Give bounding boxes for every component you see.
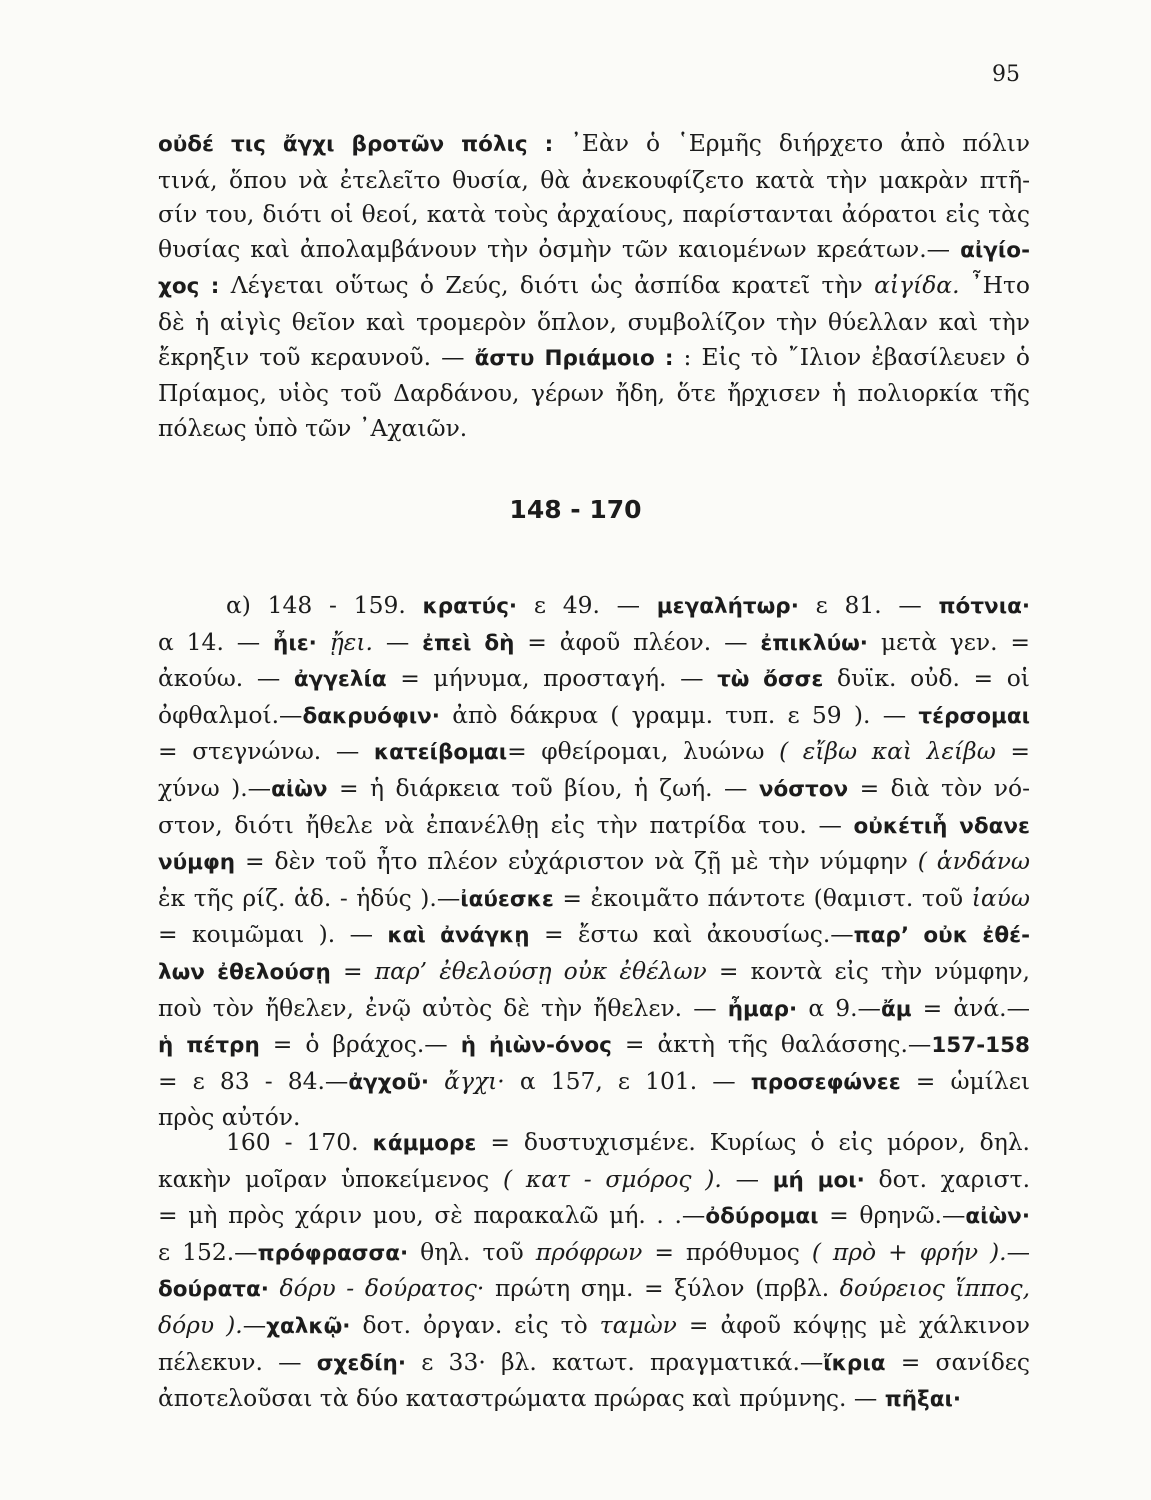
- lemma-term: κρατύς·: [422, 594, 518, 619]
- text-run: = ε 83 - 84.—: [158, 1066, 349, 1095]
- text-line: [158, 1027, 1030, 1064]
- text-run: ἐκ τῆς ρίζ. ἁδ. - ἡδύς ).—: [158, 883, 461, 912]
- italic-gloss: ᾔει.: [329, 627, 373, 656]
- text-line: [158, 771, 1030, 808]
- lemma-term: 157-158: [931, 1033, 1030, 1059]
- text-run: = ὁ βράχος.—: [259, 1030, 461, 1059]
- lemma-term: ἡ ἠιὼν-όνος: [460, 1033, 612, 1059]
- lemma-term: κάμμορε: [372, 1131, 477, 1156]
- text-run: θυσίας καὶ ἀπολαμβάνουν τὴν ὀσμὴν τῶν καιομένων κρεάτων.—: [158, 234, 961, 263]
- lemma-term: τέρσομαι: [918, 703, 1030, 729]
- text-line: [158, 1381, 1030, 1418]
- text-line: [158, 954, 1030, 991]
- text-line: [158, 881, 1030, 918]
- italic-gloss: ἄγχι·: [444, 1066, 505, 1095]
- text-run: = ἀφοῦ κόψῃς μὲ χάλκινον: [676, 1310, 1030, 1339]
- lemma-term: ἀγγελία: [293, 667, 387, 693]
- text-line: [158, 340, 1030, 377]
- text-run: = δὲν τοῦ ἦτο πλέον εὐχάριστον νὰ ζῇ μὲ τὴν νύμφην: [235, 847, 918, 876]
- lemma-term: παρ’ οὐκ ἐθέ-: [853, 923, 1031, 949]
- text-run: Λέγεται οὕτως ὁ Ζεύς, διότι ὡς ἀσπίδα κρατεῖ τὴν: [219, 271, 875, 300]
- italic-gloss: αἰγίδα.: [874, 271, 960, 300]
- italic-gloss: παρ’ ἐθελούσῃ οὐκ ἐθέλων: [374, 956, 707, 985]
- lemma-term: πῆξαι·: [884, 1387, 962, 1413]
- text-line: [158, 305, 1030, 340]
- text-line: [158, 1162, 1030, 1199]
- text-run: ᾿Εὰν ὁ ῾Ερμῆς διήρχετο ἀπὸ πόλιν: [553, 129, 1030, 157]
- lemma-term: αἰὼν·: [965, 1204, 1030, 1230]
- text-run: = μήνυμα, προσταγή. —: [386, 664, 718, 693]
- text-run: Πρίαμος, υἱὸς τοῦ Δαρδάνου, γέρων ἤδη, ὅτε ἤρχισεν ἡ πολιορκία τῆς: [158, 379, 1030, 408]
- text-run: [269, 1274, 280, 1302]
- lemma-term: ἡ πέτρη: [158, 1033, 260, 1059]
- paragraph-148-159: [158, 588, 1030, 1135]
- text-run: πέλεκυν. —: [158, 1347, 317, 1376]
- text-run: στον, διότι ἤθελε νὰ ἐπανέλθῃ εἰς τὴν πατρίδα του. —: [158, 810, 854, 839]
- lemma-term: πρόφρασσα·: [257, 1240, 409, 1266]
- lemma-term: ἴκρια: [823, 1350, 886, 1376]
- text-line: [158, 661, 1030, 698]
- text-line: [158, 1125, 1030, 1162]
- text-run: α 157, ε 101. —: [504, 1066, 751, 1095]
- lemma-term: νόστον: [758, 776, 849, 802]
- text-run: = ἐκοιμᾶτο πάντοτε (θαμιστ. τοῦ: [553, 883, 972, 912]
- italic-gloss: δόρυ ).: [158, 1310, 243, 1339]
- text-run: = ἀφοῦ πλέον. —: [514, 627, 761, 656]
- text-run: α 14. —: [158, 627, 274, 656]
- lemma-term: μεγαλήτωρ·: [656, 594, 799, 619]
- text-run: = στεγνώνω. —: [158, 737, 374, 766]
- text-run: δὲ ἡ αἰγὶς θεῖον καὶ τρομερὸν ὅπλον, συμβολίζον τὴν θύελλαν καὶ τὴν: [158, 307, 1030, 336]
- lemma-term: αἰγίο-: [960, 237, 1030, 263]
- italic-gloss: ( κατ - σμόρος ).: [503, 1164, 722, 1193]
- text-run: = κοιμῶμαι ). —: [158, 920, 388, 949]
- italic-gloss: δούρειος ἵππος,: [839, 1274, 1031, 1303]
- text-line: [158, 1271, 1030, 1308]
- text-run: πρὸς αὐτόν.: [158, 1103, 301, 1132]
- lemma-term: σχεδίη·: [316, 1350, 406, 1376]
- section-heading: 148 - 170: [509, 495, 642, 524]
- commentary-paragraph: [158, 126, 1030, 445]
- lemma-term: μή μοι·: [772, 1167, 865, 1193]
- text-line: [158, 197, 1030, 232]
- text-line: [158, 268, 1030, 305]
- text-run: ε 152.—: [158, 1237, 258, 1266]
- lemma-term: προσεφώνεε: [750, 1069, 901, 1095]
- text-line: [158, 625, 1030, 662]
- text-run: =: [330, 956, 375, 985]
- text-run: = ἀνά.—: [911, 993, 1031, 1022]
- lemma-term: ἀγχοῦ·: [348, 1069, 430, 1095]
- italic-gloss: ἰαύω: [971, 883, 1030, 912]
- text-run: σίν του, διότι οἱ θεοί, κατὰ τοὺς ἀρχαίους, παρίστανται ἀόρατοι εἰς τὰς: [158, 200, 1030, 229]
- text-run: = πρόθυμος: [642, 1237, 812, 1266]
- text-run: χύνω ).—: [158, 773, 272, 802]
- text-line: [158, 844, 1030, 881]
- commentary-paragraph: [158, 588, 1030, 1135]
- text-run: [429, 1067, 444, 1095]
- text-run: ποὺ τὸν ἤθελεν, ἐνῷ αὐτὸς δὲ τὴν ἤθελεν. —: [158, 993, 728, 1022]
- text-run: 160 - 170.: [226, 1128, 373, 1156]
- lemma-term: ἦμαρ·: [727, 996, 798, 1022]
- lemma-term: δούρατα·: [158, 1277, 269, 1303]
- text-line: [158, 376, 1030, 411]
- text-run: ἀπὸ δάκρυα ( γραμμ. τυπ. ε 59 ). —: [439, 700, 919, 729]
- text-run: —: [372, 627, 423, 656]
- text-line: [158, 232, 1030, 269]
- text-run: ἀκούω. —: [158, 664, 294, 693]
- italic-gloss: ταμὼν: [599, 1310, 677, 1339]
- lemma-term: δακρυόφιν·: [302, 703, 440, 729]
- text-run: ε 49. —: [517, 591, 657, 619]
- lemma-term: ὀδύρομαι: [705, 1204, 819, 1230]
- text-line: [158, 588, 1030, 625]
- text-line: [158, 126, 1030, 163]
- text-line: [158, 734, 1030, 771]
- text-run: ε 81. —: [798, 591, 939, 619]
- text-line: [158, 917, 1030, 954]
- lemma-term: αἰὼν: [271, 776, 328, 802]
- text-run: = ἔστω καὶ ἀκουσίως.—: [529, 920, 854, 949]
- text-run: α 9.—: [797, 993, 881, 1022]
- text-run: τινά, ὅπου νὰ ἐτελεῖτο θυσία, θὰ ἀνεκουφίζετο κατὰ τὴν μακρὰν πτῆ-: [158, 165, 1030, 194]
- text-line: [158, 698, 1030, 735]
- text-run: = ἀκτὴ τῆς θαλάσσης.—: [611, 1030, 932, 1059]
- text-run: θηλ. τοῦ: [408, 1237, 536, 1266]
- lemma-term: νύμφη: [158, 850, 236, 876]
- text-run: δοτ. ὀργαν. εἰς τὸ: [350, 1310, 600, 1339]
- text-line: [158, 1064, 1030, 1101]
- text-run: δυϊκ. οὐδ. = οἱ: [823, 664, 1030, 693]
- lemma-term: τὼ ὄσσε: [717, 667, 824, 693]
- paragraph-160-170: [158, 1125, 1030, 1418]
- commentary-paragraph: [158, 1125, 1030, 1418]
- text-run: = σανίδες: [885, 1347, 1030, 1376]
- text-run: = ἡ διάρκεια τοῦ βίου, ἡ ζωή. —: [327, 773, 759, 802]
- text-line: [158, 1308, 1030, 1345]
- lemma-term: ἰαύεσκε: [460, 886, 554, 912]
- text-run: = φθείρομαι, λυώνω: [507, 737, 780, 766]
- text-run: κακὴν μοῖραν ὑποκείμενος: [158, 1164, 504, 1193]
- text-run: =: [995, 737, 1030, 766]
- lemma-term: χαλκῷ·: [266, 1313, 351, 1339]
- text-run: μετὰ γεν. =: [867, 627, 1030, 656]
- text-run: —: [1006, 1237, 1030, 1266]
- text-run: = διὰ τὸν νό-: [848, 773, 1031, 802]
- lemma-term: ἄστυ Πριάμοιο :: [474, 345, 674, 371]
- lemma-term: χος :: [158, 274, 220, 300]
- italic-gloss: δόρυ - δούρατος·: [279, 1274, 485, 1303]
- text-run: ὀφθαλμοί.—: [158, 700, 303, 729]
- text-line: [158, 1198, 1030, 1235]
- text-line: [158, 1235, 1030, 1272]
- text-run: ε 33· βλ. κατωτ. πραγματικά.—: [405, 1347, 824, 1376]
- italic-gloss: ( ἁνδάνω: [917, 847, 1030, 876]
- italic-gloss: ( εἴβω καὶ λείβω: [779, 737, 996, 766]
- page-number: 95: [992, 62, 1020, 87]
- italic-gloss: πρόφρων: [535, 1237, 643, 1266]
- text-run: : Εἰς τὸ ῎Ιλιον ἐβασίλευεν ὁ: [673, 342, 1030, 371]
- lemma-term: οὐκέτιἧ νδανε: [853, 813, 1030, 839]
- text-line: [158, 1345, 1030, 1382]
- italic-gloss: ( πρὸ + φρήν ).: [811, 1237, 1007, 1266]
- text-run: δοτ. χαριστ.: [864, 1164, 1031, 1193]
- paragraph-intro: [158, 126, 1030, 445]
- lemma-term: ἦιε·: [273, 630, 317, 656]
- lemma-term: κατείβομαι: [373, 740, 508, 766]
- lemma-term: οὐδέ τις ἄγχι βροτῶν πόλις :: [158, 132, 554, 157]
- lemma-term: καὶ ἀνάγκῃ: [387, 923, 530, 949]
- text-run: [317, 628, 330, 656]
- text-run: —: [242, 1310, 267, 1339]
- text-run: ἀποτελοῦσαι τὰ δύο καταστρώματα πρώρας καὶ πρύμνης. —: [158, 1384, 885, 1413]
- lemma-term: ἐπεὶ δὴ: [422, 630, 515, 656]
- text-run: = κοντὰ εἰς τὴν νύμφην,: [706, 956, 1030, 985]
- lemma-term: ἐπικλύω·: [760, 630, 868, 656]
- text-line: [158, 411, 1030, 446]
- text-run: α) 148 - 159.: [226, 591, 423, 619]
- text-run: = ὡμίλει: [900, 1066, 1031, 1095]
- lemma-term: ἄμ: [880, 996, 912, 1022]
- text-run: πόλεως ὑπὸ τῶν ᾿Αχαιῶν.: [158, 413, 468, 442]
- text-line: [158, 808, 1030, 845]
- text-line: [158, 163, 1030, 198]
- text-run: = μὴ πρὸς χάριν μου, σὲ παρακαλῶ μή. . .—: [158, 1201, 706, 1230]
- text-run: —: [721, 1164, 773, 1193]
- lemma-term: πότνια·: [938, 594, 1031, 619]
- text-line: [158, 991, 1030, 1028]
- text-run: ἔκρηξιν τοῦ κεραυνοῦ. —: [158, 342, 475, 371]
- lemma-term: λων ἐθελούσῃ: [158, 959, 331, 985]
- text-run: = δυστυχισμένε. Κυρίως ὁ εἰς μόρον, δηλ.: [476, 1128, 1030, 1156]
- text-run: ῏Ητο: [959, 271, 1030, 300]
- text-run: πρώτη σημ. = ξύλον (πρβλ.: [484, 1274, 840, 1303]
- text-run: = θρηνῶ.—: [818, 1201, 966, 1230]
